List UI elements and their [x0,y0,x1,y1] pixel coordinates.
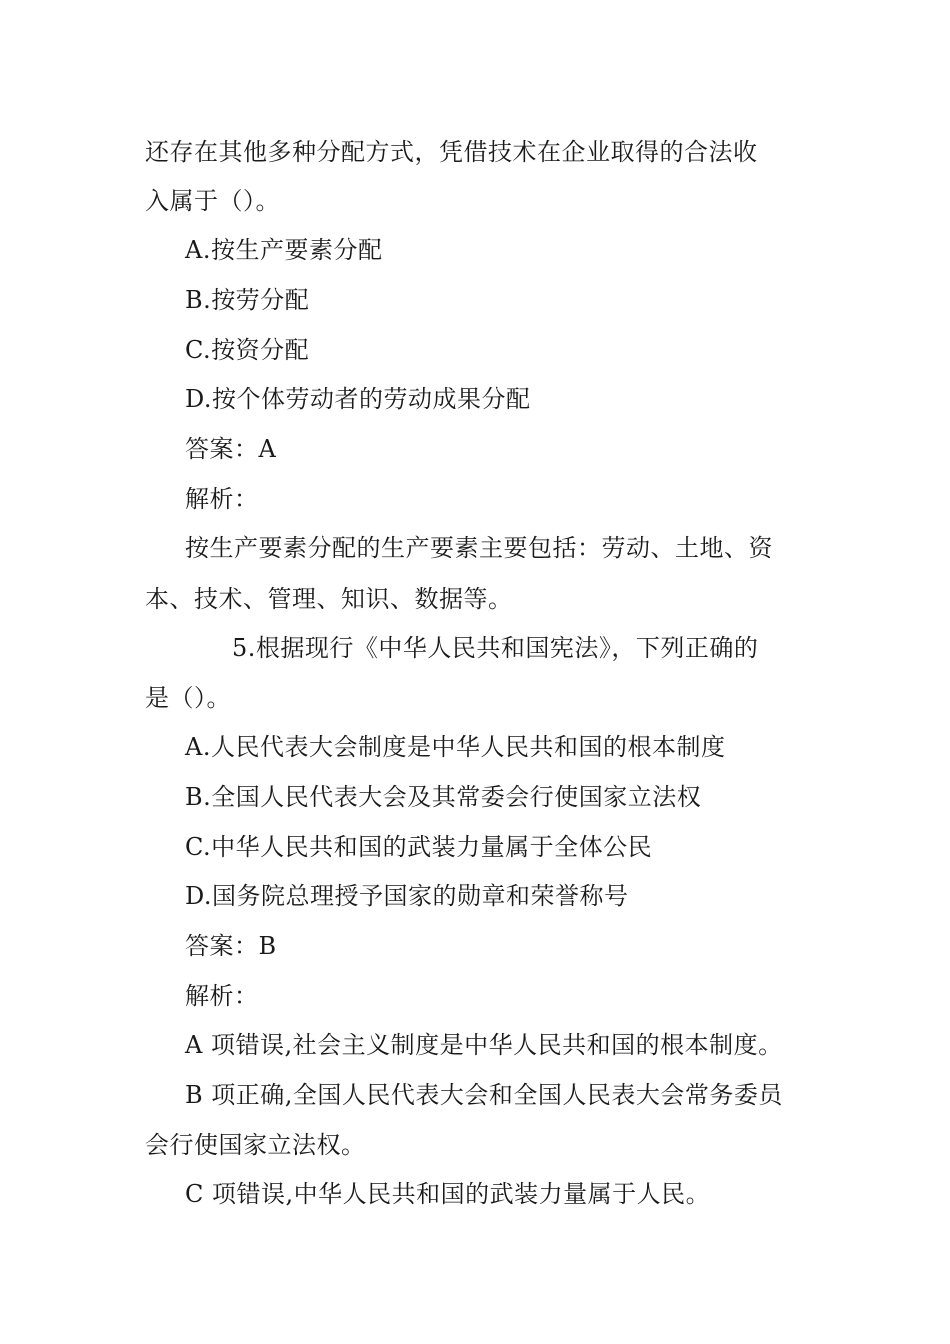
q5-option-a: A.人民代表大会制度是中华人民共和国的根本制度 [185,733,726,761]
q4-option-c: C.按资分配 [185,336,310,364]
q4-analysis-line-1: 按生产要素分配的生产要素主要包括：劳动、土地、资 [185,534,773,562]
q4-option-d: D.按个体劳动者的劳动成果分配 [185,385,531,413]
q4-option-a: A.按生产要素分配 [185,236,383,264]
q4-analysis-label: 解析： [185,485,259,513]
q4-answer: 答案：A [185,435,277,463]
q5-option-d: D.国务院总理授予国家的勋章和荣誉称号 [185,882,629,910]
q4-analysis-line-2: 本、技术、管理、知识、数据等。 [145,585,513,613]
q4-stem-line-1: 还存在其他多种分配方式，凭借技术在企业取得的合法收 [145,138,758,166]
q5-stem-line-1: 5.根据现行《中华人民共和国宪法》，下列正确的 [232,634,759,662]
q5-analysis-a: A 项错误,社会主义制度是中华人民共和国的根本制度。 [185,1031,783,1059]
q5-option-c: C.中华人民共和国的武装力量属于全体公民 [185,833,653,861]
q5-stem-line-2: 是（）。 [145,684,231,712]
q4-option-b: B.按劳分配 [185,286,310,314]
q5-answer: 答案：B [185,932,277,960]
q5-analysis-label: 解析： [185,982,259,1010]
q5-analysis-c: C 项错误,中华人民共和国的武装力量属于人民。 [185,1180,711,1208]
q4-stem-line-2: 入属于（）。 [145,187,280,215]
q5-analysis-b-line-1: B 项正确,全国人民代表大会和全国人民表大会常务委员 [185,1081,783,1109]
q5-analysis-b-line-2: 会行使国家立法权。 [145,1131,366,1159]
q5-option-b: B.全国人民代表大会及其常委会行使国家立法权 [185,783,702,811]
